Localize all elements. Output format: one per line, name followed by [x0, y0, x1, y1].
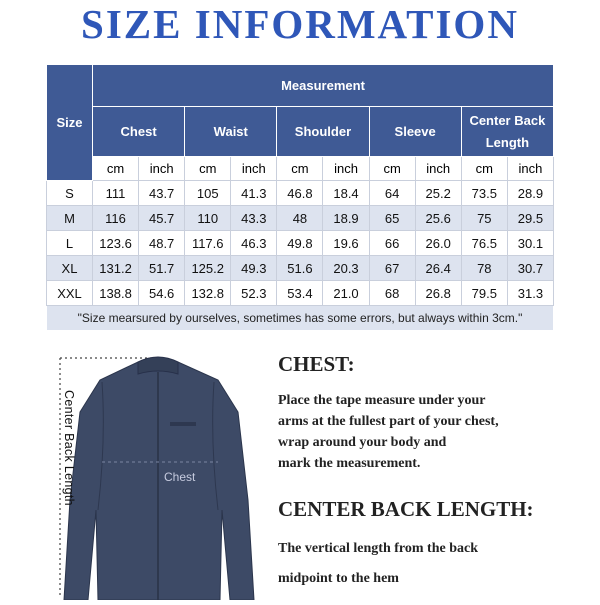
- measurement-cell: 68: [369, 281, 415, 306]
- group-header-chest: Chest: [93, 107, 185, 157]
- measurement-cell: 21.0: [323, 281, 369, 306]
- measurement-cell: 26.8: [415, 281, 461, 306]
- measurement-cell: 43.7: [139, 181, 185, 206]
- measurement-cell: 76.5: [461, 231, 507, 256]
- size-note: "Size mearsured by ourselves, sometimes has some errors, but always within 3cm.": [47, 306, 554, 331]
- measurement-cell: 31.3: [507, 281, 553, 306]
- unit-header: inch: [231, 157, 277, 181]
- unit-header: inch: [507, 157, 553, 181]
- measurement-cell: 111: [93, 181, 139, 206]
- measurement-cell: 116: [93, 206, 139, 231]
- cbl-line: midpoint to the hem: [278, 571, 399, 586]
- measurement-cell: 26.0: [415, 231, 461, 256]
- table-row: [47, 206, 554, 231]
- measurement-cell: 53.4: [277, 281, 323, 306]
- measurement-cell: 18.4: [323, 181, 369, 206]
- unit-header: inch: [323, 157, 369, 181]
- measurement-cell: 65: [369, 206, 415, 231]
- group-header-sleeve: Sleeve: [369, 107, 461, 157]
- measurement-cell: 30.7: [507, 256, 553, 281]
- cbl-line: The vertical length from the back: [278, 541, 478, 556]
- measurement-cell: 52.3: [231, 281, 277, 306]
- center-back-length-description: [278, 534, 578, 594]
- measurement-cell: 46.3: [231, 231, 277, 256]
- measurement-cell: 138.8: [93, 281, 139, 306]
- center-back-length-label: Center Back Length: [62, 390, 76, 506]
- measurement-cell: 79.5: [461, 281, 507, 306]
- measurement-cell: 51.6: [277, 256, 323, 281]
- size-cell: S: [47, 181, 93, 206]
- measurement-cell: 20.3: [323, 256, 369, 281]
- chest-line: mark the measurement.: [278, 456, 421, 471]
- size-table: [46, 64, 554, 331]
- measurement-cell: 30.1: [507, 231, 553, 256]
- measurement-cell: 45.7: [139, 206, 185, 231]
- measurement-cell: 105: [185, 181, 231, 206]
- measurement-header: Measurement: [93, 65, 554, 107]
- measurement-cell: 125.2: [185, 256, 231, 281]
- measurement-cell: 117.6: [185, 231, 231, 256]
- group-header-waist: Waist: [185, 107, 277, 157]
- shirt-illustration: [40, 350, 270, 600]
- size-cell: M: [47, 206, 93, 231]
- table-row: [47, 181, 554, 206]
- measurement-cell: 28.9: [507, 181, 553, 206]
- unit-header: cm: [369, 157, 415, 181]
- measurement-cell: 48.7: [139, 231, 185, 256]
- chest-description: [278, 390, 578, 474]
- group-header-shoulder: Shoulder: [277, 107, 369, 157]
- measurement-cell: 49.8: [277, 231, 323, 256]
- measurement-cell: 46.8: [277, 181, 323, 206]
- unit-header: inch: [415, 157, 461, 181]
- measurement-cell: 110: [185, 206, 231, 231]
- measurement-cell: 18.9: [323, 206, 369, 231]
- measurement-cell: 25.6: [415, 206, 461, 231]
- measurement-cell: 131.2: [93, 256, 139, 281]
- measurement-cell: 66: [369, 231, 415, 256]
- measurement-cell: 73.5: [461, 181, 507, 206]
- chest-line: arms at the fullest part of your chest,: [278, 414, 499, 429]
- measurement-cell: 123.6: [93, 231, 139, 256]
- unit-header: cm: [93, 157, 139, 181]
- measurement-cell: 75: [461, 206, 507, 231]
- measurement-cell: 64: [369, 181, 415, 206]
- center-back-length-heading: CENTER BACK LENGTH:: [278, 497, 534, 521]
- table-row: [47, 281, 554, 306]
- unit-header: cm: [185, 157, 231, 181]
- table-row: [47, 231, 554, 256]
- measurement-cell: 43.3: [231, 206, 277, 231]
- size-cell: XXL: [47, 281, 93, 306]
- measurement-cell: 54.6: [139, 281, 185, 306]
- measurement-cell: 48: [277, 206, 323, 231]
- measurement-cell: 132.8: [185, 281, 231, 306]
- unit-header: inch: [139, 157, 185, 181]
- size-cell: XL: [47, 256, 93, 281]
- page-title: SIZE INFORMATION: [81, 1, 519, 47]
- measurement-cell: 26.4: [415, 256, 461, 281]
- measurement-cell: 41.3: [231, 181, 277, 206]
- measurement-cell: 78: [461, 256, 507, 281]
- unit-header: cm: [277, 157, 323, 181]
- chest-line: Place the tape measure under your: [278, 393, 486, 408]
- unit-header: cm: [461, 157, 507, 181]
- measurement-cell: 19.6: [323, 231, 369, 256]
- chest-heading: CHEST:: [278, 352, 355, 376]
- measurement-cell: 67: [369, 256, 415, 281]
- measurement-cell: 29.5: [507, 206, 553, 231]
- chest-line: wrap around your body and: [278, 435, 447, 450]
- size-cell: L: [47, 231, 93, 256]
- group-header-center-back-length: Center Back Length: [461, 107, 553, 157]
- size-header: Size: [47, 65, 93, 181]
- measurement-cell: 51.7: [139, 256, 185, 281]
- chest-label: Chest: [164, 470, 196, 484]
- table-row: [47, 256, 554, 281]
- measurement-cell: 25.2: [415, 181, 461, 206]
- measurement-cell: 49.3: [231, 256, 277, 281]
